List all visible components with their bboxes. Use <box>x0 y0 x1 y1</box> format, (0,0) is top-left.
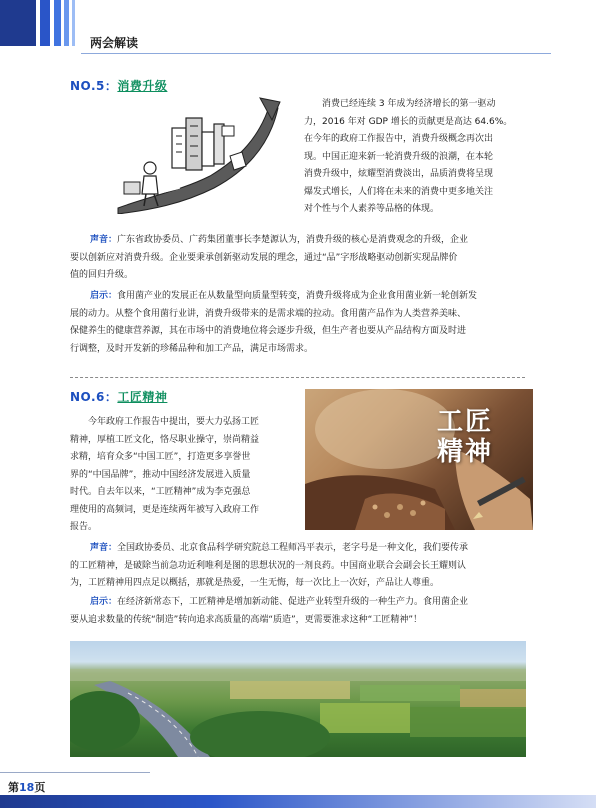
landscape-art <box>70 641 526 757</box>
section5-title: 消费升级 <box>117 79 168 93</box>
text-line: 在经济新常态下，工匠精神是增加新动能、促进产业转型升级的一种生产力。食用菌企业 <box>117 597 469 607</box>
section6-voice <box>70 540 526 593</box>
text-line: 的工匠精神，是破除当前急功近利唯利是图的思想状况的一剂良药。中国商业联合会副会长王耀则认 <box>70 560 467 571</box>
text-line: 消费升级中，炫耀型消费淡出，品质消费将呈现 <box>304 169 494 179</box>
page-suffix: 页 <box>34 781 46 794</box>
section-divider <box>70 377 525 378</box>
header-bar <box>0 0 36 46</box>
text-line: 求精，培育众多“中国工匠”，打造更多享誉世 <box>70 452 251 462</box>
section-label: 两会解读 <box>90 36 139 50</box>
section5-heading <box>70 77 167 94</box>
text-line: 现。中国正迎来新一轮消费升级的浪潮，在本轮 <box>304 151 494 162</box>
page-number <box>8 779 45 795</box>
text-line: 全国政协委员、北京食品科学研究院总工程师冯平表示，老字号是一种文化，我们要传承 <box>117 543 469 553</box>
header-bar <box>54 0 61 46</box>
text-line: 消费已经连续 3 年成为经济增长的第一驱动 <box>322 99 496 109</box>
text-line: 理使用的高频词，更是连续两年被写入政府工作 <box>70 504 260 515</box>
section5-number: NO.5： <box>70 79 118 93</box>
page-number-value: 18 <box>19 781 35 794</box>
craftsman-photo <box>305 389 533 530</box>
text-line: 爆发式增长，人们将在未来的消费中更多地关注 <box>304 186 494 197</box>
header-bar <box>72 0 75 46</box>
text-line: 食用菌产业的发展正在从数量型向质量型转变，消费升级将成为企业食用菌业新一轮创新发 <box>117 291 478 301</box>
section6-title: 工匠精神 <box>117 390 168 404</box>
text-line: 时代。自去年以来，“工匠精神”成为李克强总 <box>70 487 251 497</box>
text-line: 今年政府工作报告中提出，要大力弘扬工匠 <box>88 417 260 427</box>
section5-insight <box>70 288 526 358</box>
voice-lead: 声音： <box>90 235 118 245</box>
text-line: 要以创新应对消费升级。企业要秉承创新驱动发展的理念，通过“品”字形战略驱动创新实现品牌价 <box>70 252 458 263</box>
text-line: 报告。 <box>70 522 98 532</box>
header-bar <box>40 0 50 46</box>
text-line: 对个性与个人素养等品格的体现。 <box>304 204 440 214</box>
section5-intro <box>304 96 550 219</box>
text-line: 力，2016 年对 GDP 增长的贡献更是高达 64.6%。 <box>304 116 513 127</box>
voice-lead: 声音： <box>90 543 118 553</box>
craftsman-photo-art <box>305 389 533 530</box>
insight-lead: 启示： <box>90 597 118 607</box>
consumption-upgrade-illustration <box>110 96 282 214</box>
text-line: 广东省政协委员、广药集团董事长李楚源认为，消费升级的核心是消费观念的升级，企业 <box>117 235 469 245</box>
section5-voice <box>70 232 526 285</box>
text-line: 界的“中国品牌”，推动中国经济发展进入质量 <box>70 469 251 480</box>
photo-title-line: 精神 <box>437 437 494 467</box>
header-bar <box>64 0 69 46</box>
text-line: 值的回归升级。 <box>70 270 134 280</box>
section6-insight <box>70 594 526 629</box>
text-line: 为，工匠精神用四点足以概括，那就是热爱，一生无悔，每一次比上一次好，产品让人尊重。 <box>70 578 440 588</box>
text-line: 要从追求数量的传统“制造”转向追求高质量的高端“质造”，更需要淮求这种“工匠精神”！ <box>70 614 422 625</box>
text-line: 保健养生的健康营养源，其在市场中的消费地位将会逐步升级，但生产者也要从产品结构方面及时进 <box>70 326 467 336</box>
section6-heading <box>70 388 167 405</box>
text-line: 展的动力。从整个食用菌行业讲，消费升级带来的是需求端的拉动。食用菌产品作为人类营养美味、 <box>70 308 467 319</box>
text-line: 精神，厚植工匠文化，恪尽职业操守，崇尚精益 <box>70 434 260 445</box>
header-divider <box>81 53 551 54</box>
aerial-landscape-photo <box>70 641 526 757</box>
page-prefix: 第 <box>8 781 19 794</box>
text-line: 行调整，及时开发新的珍稀品种和加工产品，满足市场需求。 <box>70 343 314 354</box>
section6-number: NO.6： <box>70 390 118 404</box>
photo-title <box>437 407 493 467</box>
text-line: 在今年的政府工作报告中，消费升级概念再次出 <box>304 134 494 144</box>
footer-color-strip <box>0 795 596 808</box>
photo-title-line: 工匠 <box>437 407 494 437</box>
insight-lead: 启示： <box>90 291 118 301</box>
footer-divider <box>0 772 150 773</box>
section6-intro <box>70 414 295 537</box>
